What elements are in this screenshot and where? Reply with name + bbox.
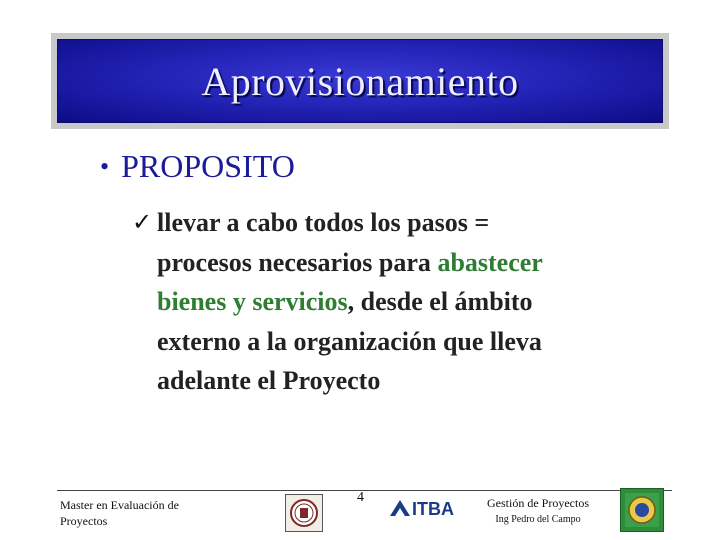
footer-course: Master en Evaluación de Proyectos bbox=[60, 498, 179, 528]
footer-divider bbox=[57, 490, 672, 491]
itba-logo-icon bbox=[388, 496, 468, 520]
bullet-text: PROPOSITO bbox=[121, 148, 295, 184]
sub-line-1: llevar a cabo todos los pasos = bbox=[157, 208, 490, 237]
slide-title: Aprovisionamiento bbox=[201, 58, 519, 104]
bullet-dot-icon: • bbox=[100, 151, 110, 181]
sub-bullet bbox=[132, 203, 652, 401]
check-mark-icon: ✓ bbox=[132, 208, 153, 236]
sub-line-2: procesos necesarios para abastecer bbox=[157, 247, 543, 277]
sub-line-4: externo a la organización que lleva bbox=[157, 326, 542, 356]
title-panel bbox=[57, 39, 663, 123]
university-seal-icon bbox=[285, 494, 323, 532]
institution-badge-icon bbox=[620, 488, 664, 532]
sub-line-3: bienes y servicios, desde el ámbito bbox=[157, 287, 533, 316]
highlight-text: abastecer bbox=[437, 247, 543, 277]
page-number: 4 bbox=[357, 490, 364, 505]
highlight-text: bienes y servicios bbox=[157, 287, 348, 316]
sub-line-5: adelante el Proyecto bbox=[157, 366, 381, 395]
svg-text:ITBA: ITBA bbox=[412, 499, 454, 519]
title-frame bbox=[51, 33, 669, 129]
bullet-item bbox=[100, 148, 295, 185]
footer-author: Gestión de Proyectos Ing Pedro del Campo bbox=[487, 496, 589, 525]
